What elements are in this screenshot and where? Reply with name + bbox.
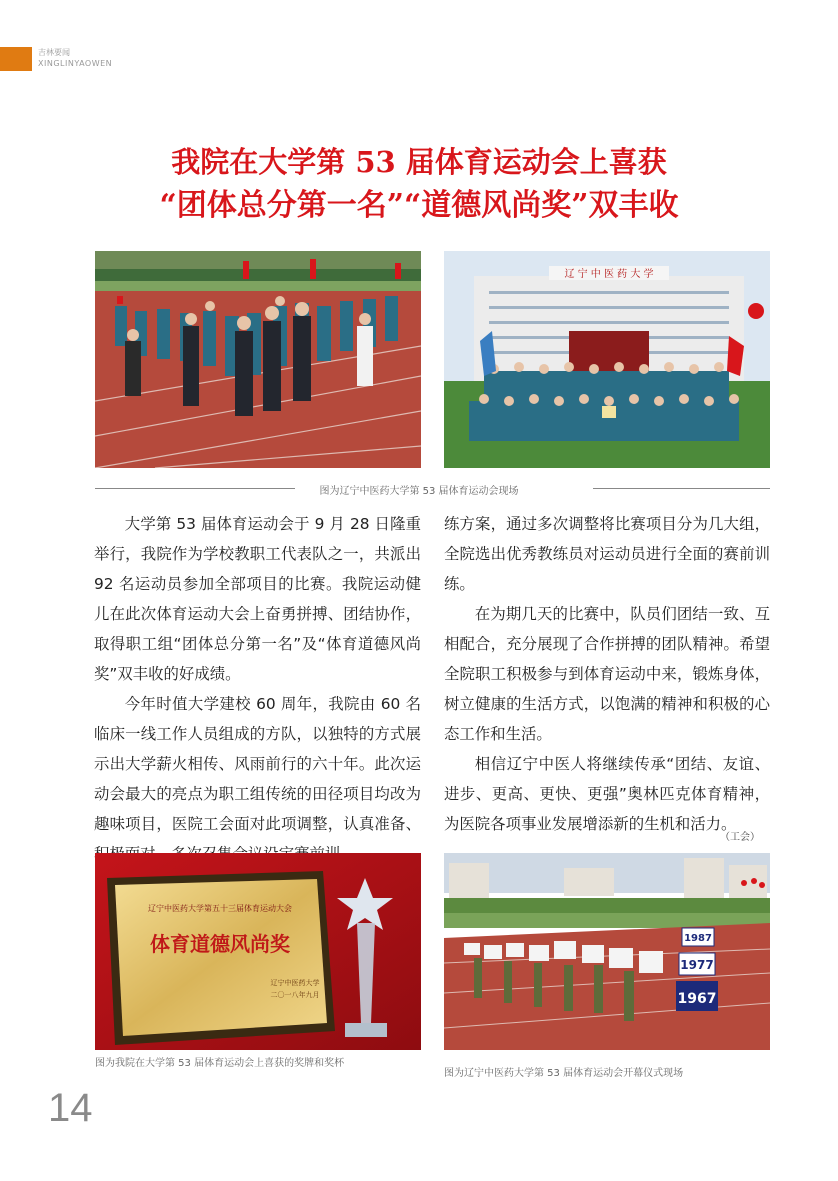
plaque-date-text: 二〇一八年九月 — [270, 991, 320, 999]
plaque-org-text: 辽宁中医药大学 — [270, 979, 320, 987]
award-photo — [95, 853, 421, 1050]
article-column-left — [94, 509, 421, 869]
caption-rule-right — [593, 488, 770, 489]
ceremony-sign-2: 1977 — [680, 958, 714, 972]
top-photos-caption: 图为辽宁中医药大学第 53 届体育运动会现场 — [319, 486, 519, 497]
article-title-line-2: “团体总分第一名”“道德风尚奖”双丰收 — [159, 188, 679, 223]
ceremony-sign-1: 1987 — [684, 933, 712, 944]
article-column-right — [444, 509, 770, 839]
team-photo — [444, 251, 770, 468]
section-header — [38, 47, 112, 69]
section-name-en: XINGLINYAOWEN — [38, 59, 113, 68]
article-title-line-1: 我院在大学第 53 届体育运动会上喜获 — [171, 145, 667, 179]
page-number: 14 — [48, 1086, 93, 1130]
building-sign-text: 辽 宁 中 医 药 大 学 — [564, 269, 654, 280]
paragraph-2-continued: 练方案，通过多次调整将比赛项目分为几大组，全院选出优秀教练员对运动员进行全面的赛前训练。 — [444, 515, 770, 593]
paragraph-4: 相信辽宁中医人将继续传承“团结、友谊、进步、更高、更快、更强”奥林匹克体育精神，为医院各项事业发展增添新的生机和活力。 — [444, 755, 770, 833]
ceremony-sign-3: 1967 — [677, 991, 717, 1007]
paragraph-1: 大学第 53 届体育运动会于 9 月 28 日隆重举行，我院作为学校教职工代表队之一，共派出 92 名运动员参加全部项目的比赛。我院运动健儿在此次体育运动大会上奋勇拼搏、团结协作，取得职工组“团体总分第一名”及“体育道德风尚奖”双丰收的好成绩。 — [94, 515, 421, 683]
ceremony-photo-caption: 图为辽宁中医药大学第 53 届体育运动会开幕仪式现场 — [444, 1068, 684, 1079]
plaque-header-text: 辽宁中医药大学第五十三届体育运动大会 — [148, 904, 292, 913]
plaque-title-text: 体育道德风尚奖 — [150, 932, 290, 956]
section-color-bar — [0, 47, 32, 71]
award-photo-caption: 图为我院在大学第 53 届体育运动会上喜获的奖牌和奖杯 — [95, 1058, 345, 1069]
parade-photo — [95, 251, 421, 468]
section-name-cn: 吉林要闻 — [38, 48, 70, 57]
paragraph-3: 在为期几天的比赛中，队员们团结一致、互相配合，充分展现了合作拼搏的团队精神。希望全院职工积极参与到体育运动中来，锻炼身体，树立健康的生活方式，以饱满的精神和积极的心态工作和生活。 — [444, 605, 770, 743]
paragraph-2: 今年时值大学建校 60 周年，我院由 60 名临床一线工作人员组成的方队，以独特的方式展示出大学薪火相传、风雨前行的六十年。此次运动会最大的亮点为职工组传统的田径项目均改为趣味项目，医院工会面对此项调整，认真准备、 — [94, 695, 421, 833]
author-signature: （工会） — [720, 832, 760, 843]
ceremony-photo — [444, 853, 770, 1050]
